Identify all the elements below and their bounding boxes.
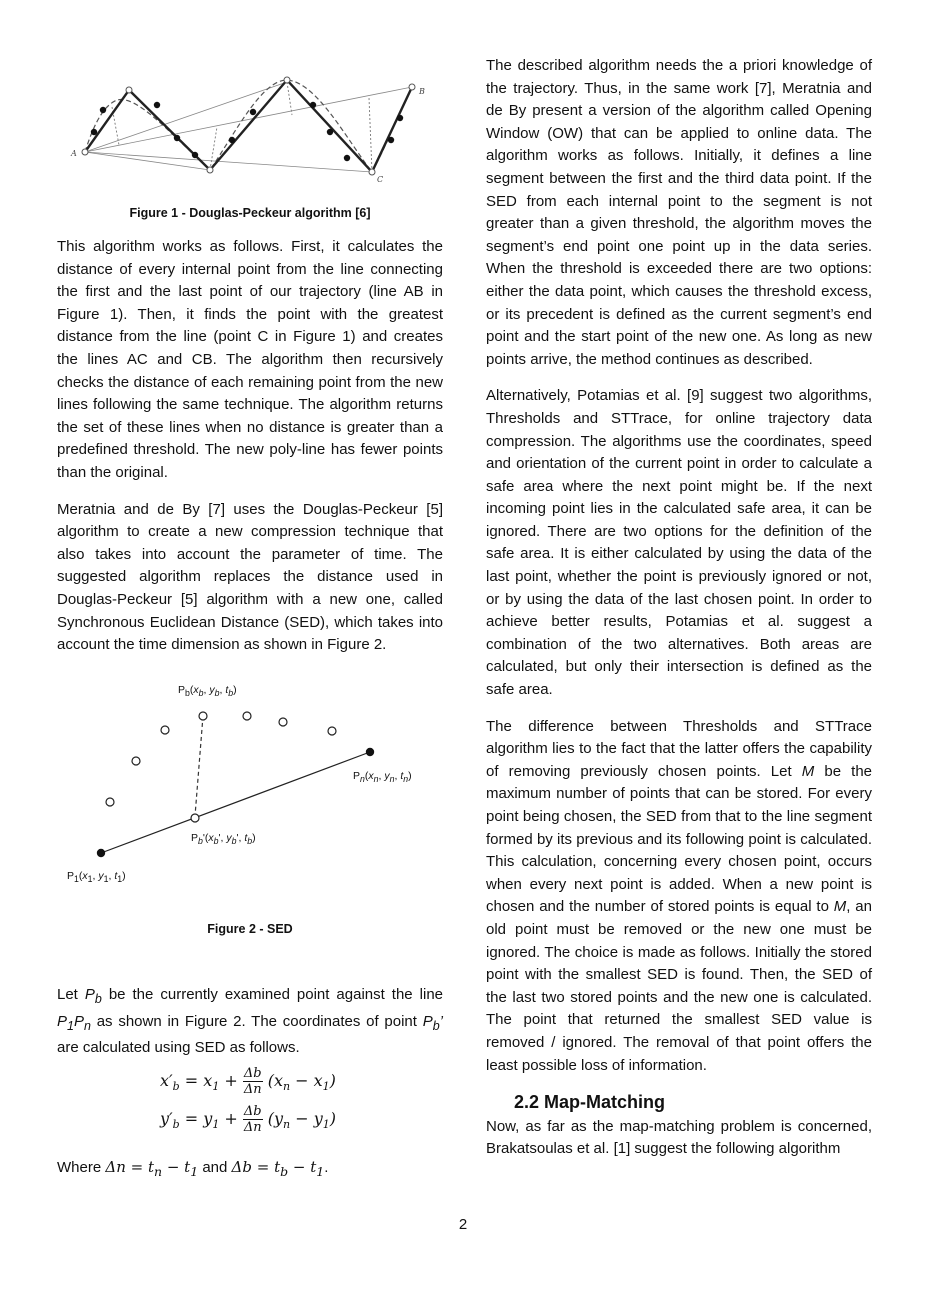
paragraph-right-2: Alternatively, Potamias et al. [9] suggest two algorithms, Thresholds and STTrace, for online trajectory data compression. The algorithms use the coordinates, speed and orientation of the current point in order to calculate a safe area where the next point might be. If the next incoming point lies in the calculated safe area, it can be ignored. There are two options for the definition of the safe area. It is either calculated by using the data of the last point, whether the point is previously ignored or not, or by using the data of the last chosen point. In order to achieve better results, Potamias et al. suggest a combination of the two alternatives. Both areas are calculated, but only their intersection is defined as the safe area. <box>486 387 872 699</box>
section-heading: 2.2 Map-Matching <box>514 1092 666 1113</box>
paragraph-left-3: Let $P_b$ be the currently examined point against the line $P_1P_n$ as shown in Figure 2. The coordinates of point $P_b$’ are calculated using SED as follows. <box>57 986 443 1057</box>
equation-xb: $x'_b = x_1$ + $\frac{\Delta b}{\Delta n}$ $(x_n - x_1)$ <box>160 1066 336 1097</box>
label-pb-prime: $P_b'(x_b'$, $y_b'$, $t_b$) <box>191 832 256 847</box>
paragraph-right-1: The described algorithm needs the a priori knowledge of the trajectory. Thus, in the same work [7], Meratnia and de By present a version of the algorithm called Opening Window (OW) that can be applied to online data. The algorithm works as follows. Initially, it defines a line segment between the first and the third data point. If the SED from each internal point to the segment is not greater than a given threshold, the algorithm moves the segment’s end point one point up in the data series. When the threshold is exceeded there are two options: either the data point, which causes the threshold excess, or its precedent is defined as the current segment’s end point and the start point of the new one. As long as new points arrive, the method continues as described. <box>486 57 872 368</box>
paragraph-left-2: Meratnia and de By [7] uses the Douglas-Peckeur [5] algorithm to create a new compression technique that also takes into account the parameter of time. The suggested algorithm replaces the distance used in Douglas-Peckeur [5] algorithm with a new one, called Synchronous Euclidean Distance (SED), which takes into account the time dimension as shown in Figure 2. <box>57 500 443 654</box>
where-line: Where $\Delta n = t_n - t_1$ and $\Delta b = t_b - t_1$. <box>57 1158 329 1179</box>
figure-2-caption: Figure 2 - SED <box>207 922 293 936</box>
figure-1-caption: Figure 1 - Douglas-Peckeur algorithm [6] <box>129 206 371 220</box>
label-p1: $P_1(x_1$, $y_1$, $t_1$) <box>67 870 126 885</box>
paragraph-right-4: Now, as far as the map-matching problem is concerned, Brakatsoulas et al. [1] suggest the following algorithm <box>486 1117 872 1158</box>
left-column <box>57 236 443 671</box>
label-pn: $P_n(x_n$, $y_n$, $t_n$) <box>353 770 412 785</box>
left-column-lower <box>57 984 443 1074</box>
equation-yb: $y'_b = y_1$ + $\frac{\Delta b}{\Delta n}$ $(y_n - y_1)$ <box>160 1104 336 1135</box>
paragraph-left-1: This algorithm works as follows. First, it calculates the distance of every internal point from the line connecting the first and the last point of our trajectory (line AB in Figure 1). Then, it finds the point with the greatest distance from the line (point C in Figure 1) and creates the lines AC and CB. The algorithm then recursively checks the distance of each remaining point from the new lines following the same technique. The algorithm returns the set of these lines when no distance is greater than a predefined threshold. The new poly-line has fewer points than the original. <box>57 238 443 481</box>
label-c: C <box>377 175 384 184</box>
figure-2-sed <box>57 672 443 902</box>
right-column <box>486 55 872 1175</box>
label-pb: $P_b(x_b$, $y_b$, $t_b$) <box>178 684 237 699</box>
label-b: B <box>419 87 425 96</box>
label-a: A <box>71 149 77 158</box>
figure-1-douglas-peucker <box>57 60 443 200</box>
page-number: 2 <box>458 1216 468 1233</box>
paragraph-right-3: The difference between Thresholds and STTrace algorithm lies to the fact that the latter offers the capability of removing previously chosen points. Let M be the maximum number of points that can be stored. For every point being chosen, the SED from that to the line segment formed by its previous and its following point is calculated. This calculation, concerning every chosen point, occurs when every next point is added. When a new point is chosen and the number of stored points is equal to M, an old point must be removed or the new one must be ignored. The choice is made as follows. Initially the stored point with the smallest SED is found. Then, the SED of the last two stored points and the new one is calculated. The point that returned the smallest SED value is removed / ignored. The removal of that point offers the least possible loss of information. <box>486 717 873 1074</box>
